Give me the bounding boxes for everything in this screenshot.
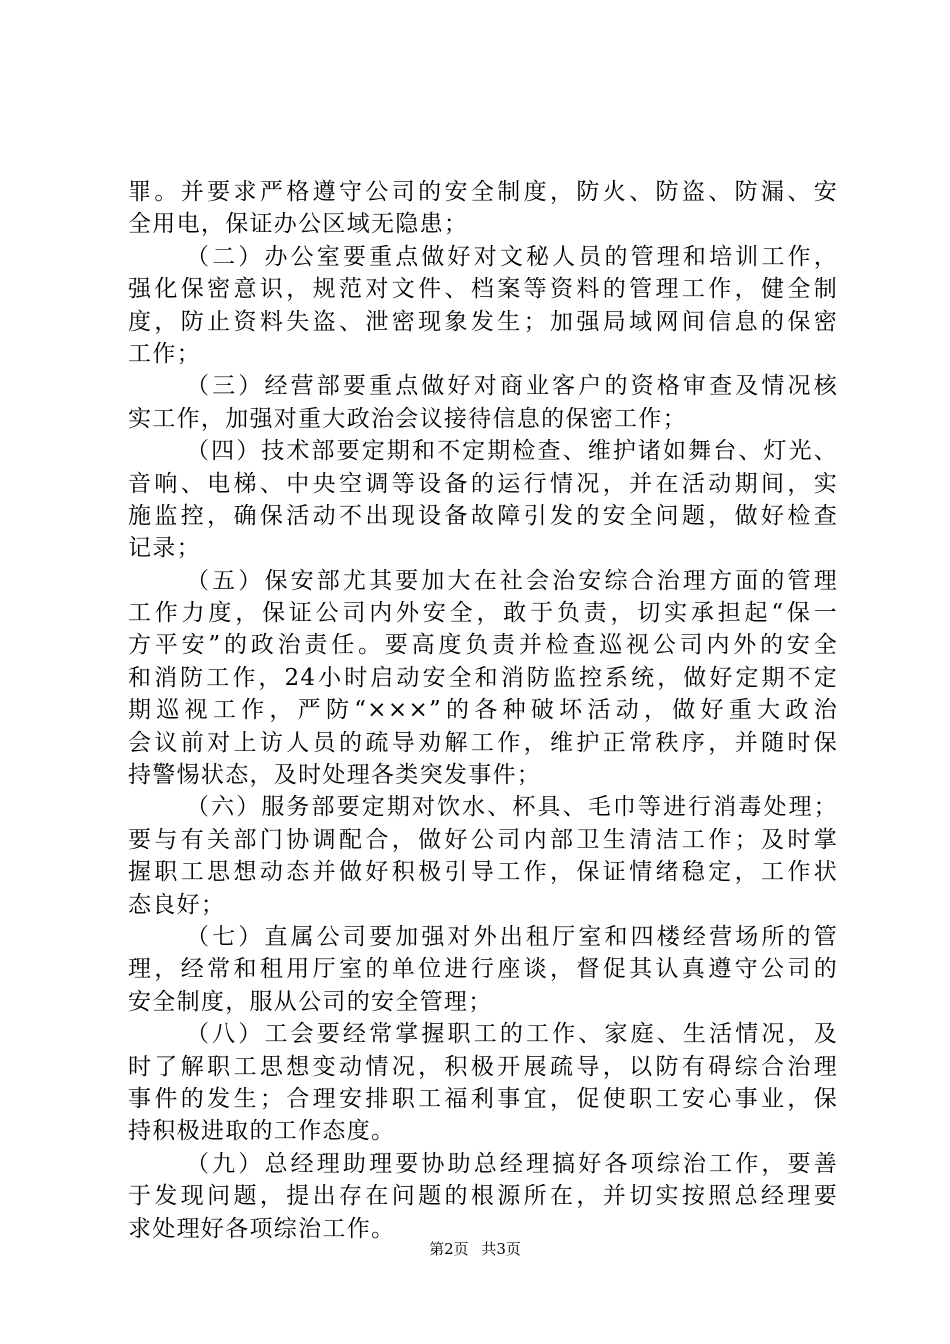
text-line: （二）办公室要重点做好对文秘人员的管理和培训工作， — [186, 243, 838, 270]
text-line: 会议前对上访人员的疏导劝解工作，维护正常秩序，并随时保 — [128, 729, 838, 756]
text-line: （八）工会要经常掌握职工的工作、家庭、生活情况，及 — [186, 1021, 838, 1048]
text-line: 度，防止资料失盗、泄密现象发生；加强局域网间信息的保密 — [128, 308, 838, 335]
text-line: 要与有关部门协调配合，做好公司内部卫生清洁工作；及时掌 — [128, 826, 838, 853]
text-line: 和消防工作，24小时启动安全和消防监控系统，做好定期不定 — [128, 664, 838, 691]
page-footer — [0, 1238, 950, 1259]
text-line: 时了解职工思想变动情况，积极开展疏导，以防有碍综合治理 — [128, 1053, 838, 1080]
text-line: （九）总经理助理要协助总经理搞好各项综治工作，要善 — [186, 1150, 838, 1177]
text-line: 求处理好各项综治工作。 — [128, 1215, 396, 1242]
text-line: 持警惕状态，及时处理各类突发事件； — [128, 762, 542, 789]
text-line: （三）经营部要重点做好对商业客户的资格审查及情况核 — [186, 373, 838, 400]
text-line: 方平安”的政治责任。要高度负责并检查巡视公司内外的安全 — [128, 632, 838, 659]
text-line: 理，经常和租用厅室的单位进行座谈，督促其认真遵守公司的 — [128, 956, 838, 983]
text-line: 握职工思想动态并做好积极引导工作，保证情绪稳定，工作状 — [128, 859, 838, 886]
text-line: 罪。并要求严格遵守公司的安全制度，防火、防盗、防漏、安 — [128, 179, 838, 205]
text-line: 期巡视工作，严防“×××”的各种破坏活动，做好重大政治 — [128, 697, 838, 724]
text-line: 工作力度，保证公司内外安全，敢于负责，切实承担起“保一 — [128, 600, 838, 627]
text-line: 记录； — [128, 535, 201, 562]
page-total: 共3页 — [481, 1240, 521, 1258]
document-body — [128, 176, 838, 1245]
text-line: 强化保密意识，规范对文件、档案等资料的管理工作，健全制 — [128, 276, 838, 303]
text-line: 施监控，确保活动不出现设备故障引发的安全问题，做好检查 — [128, 502, 838, 529]
text-line: 工作； — [128, 340, 201, 367]
text-line: 实工作，加强对重大政治会议接待信息的保密工作； — [128, 405, 687, 432]
text-line: 音响、电梯、中央空调等设备的运行情况，并在活动期间，实 — [128, 470, 838, 497]
page-number: 第2页 — [429, 1240, 469, 1258]
text-line: 态良好； — [128, 891, 226, 918]
text-line: （六）服务部要定期对饮水、杯具、毛巾等进行消毒处理； — [186, 794, 838, 821]
text-line: 全用电，保证办公区域无隐患； — [128, 211, 469, 238]
text-line: 持积极进取的工作态度。 — [128, 1118, 396, 1145]
text-line: 事件的发生；合理安排职工福利事宜，促使职工安心事业，保 — [128, 1085, 838, 1112]
text-line: （四）技术部要定期和不定期检查、维护诸如舞台、灯光、 — [186, 438, 838, 465]
text-line: （五）保安部尤其要加大在社会治安综合治理方面的管理 — [186, 567, 838, 594]
text-line: 安全制度，服从公司的安全管理； — [128, 988, 493, 1015]
text-line: 于发现问题，提出存在问题的根源所在，并切实按照总经理要 — [128, 1183, 838, 1210]
text-line: （七）直属公司要加强对外出租厅室和四楼经营场所的管 — [186, 923, 838, 950]
